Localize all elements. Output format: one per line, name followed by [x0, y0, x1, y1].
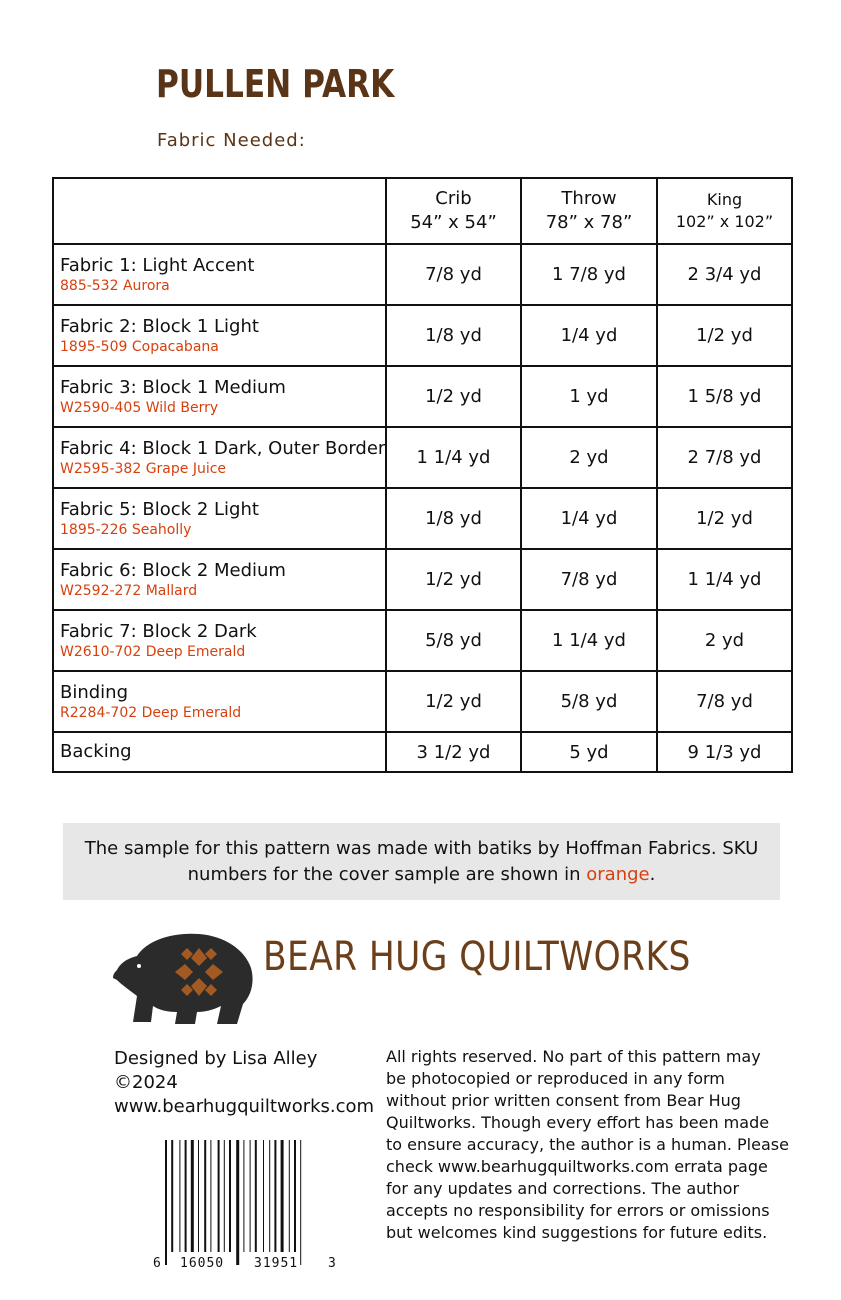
fabric-name-cell — [53, 549, 386, 610]
amount-crib: 1/2 yd — [386, 549, 521, 610]
column-size: 78” x 78” — [545, 212, 633, 233]
amount-throw: 2 yd — [521, 427, 657, 488]
barcode — [153, 1140, 338, 1275]
barcode-bar — [300, 1140, 301, 1265]
amount-throw: 5/8 yd — [521, 671, 657, 732]
barcode-bars — [153, 1140, 338, 1265]
amount-king: 2 7/8 yd — [657, 427, 792, 488]
barcode-left-digits: 16050 — [180, 1256, 225, 1271]
barcode-bar — [281, 1140, 284, 1252]
barcode-bar — [218, 1140, 220, 1252]
barcode-right-digits: 31951 — [254, 1256, 299, 1271]
amount-throw: 1 1/4 yd — [521, 610, 657, 671]
fabric-name: Fabric 2: Block 1 Light — [60, 315, 259, 337]
barcode-bar — [229, 1140, 231, 1252]
barcode-bar — [236, 1140, 239, 1265]
fabric-name: Fabric 1: Light Accent — [60, 254, 255, 276]
fabric-name-cell — [53, 427, 386, 488]
rights-line: accepts no responsibility for errors or omissions — [386, 1201, 770, 1220]
fabric-sku: 1895-509 Copacabana — [60, 338, 219, 355]
amount-king: 9 1/3 yd — [657, 732, 792, 772]
column-name: Crib — [435, 188, 472, 209]
barcode-bar — [250, 1140, 251, 1252]
fabric-sku: W2592-272 Mallard — [60, 582, 198, 599]
barcode-bar — [263, 1140, 264, 1252]
fabric-sku: W2590-405 Wild Berry — [60, 399, 219, 416]
amount-throw: 7/8 yd — [521, 549, 657, 610]
amount-crib: 1/8 yd — [386, 305, 521, 366]
table-row — [53, 305, 792, 366]
column-name: King — [706, 190, 743, 209]
amount-throw: 1/4 yd — [521, 488, 657, 549]
amount-crib: 1 1/4 yd — [386, 427, 521, 488]
barcode-bar — [198, 1140, 199, 1252]
amount-king: 2 3/4 yd — [657, 244, 792, 305]
barcode-bar — [294, 1140, 296, 1252]
header-throw — [521, 178, 657, 244]
table-row — [53, 366, 792, 427]
amount-crib: 3 1/2 yd — [386, 732, 521, 772]
column-size: 102” x 102” — [675, 212, 774, 231]
fabric-requirements-table — [52, 177, 793, 773]
fabric-needed-heading: Fabric Needed: — [157, 130, 306, 151]
barcode-bar — [274, 1140, 276, 1252]
designer-line: Designed by Lisa Alley — [114, 1048, 318, 1069]
rights-line: but welcomes kind suggestions for future edits. — [386, 1223, 768, 1242]
amount-throw: 1 yd — [521, 366, 657, 427]
fabric-sku: W2610-702 Deep Emerald — [60, 643, 246, 660]
fabric-name: Backing — [60, 741, 132, 762]
table-row — [53, 610, 792, 671]
barcode-bar — [179, 1140, 180, 1252]
rights-line: Quiltworks. Though every effort has been made — [386, 1113, 770, 1132]
barcode-bar — [255, 1140, 257, 1252]
amount-throw: 1 7/8 yd — [521, 244, 657, 305]
sample-note — [63, 823, 780, 900]
rights-line: without prior written consent from Bear Hug — [386, 1091, 741, 1110]
amount-king: 2 yd — [657, 610, 792, 671]
credits-block — [114, 1047, 374, 1119]
fabric-sku: R2284-702 Deep Emerald — [60, 704, 242, 721]
header-crib — [386, 178, 521, 244]
barcode-first-digit: 6 — [153, 1256, 161, 1271]
amount-king: 1 1/4 yd — [657, 549, 792, 610]
page-title: PULLEN PARK — [156, 62, 395, 106]
barcode-bar — [224, 1140, 225, 1252]
rights-line: to ensure accuracy, the author is a human. Please — [386, 1135, 789, 1154]
fabric-name-cell — [53, 488, 386, 549]
amount-crib: 5/8 yd — [386, 610, 521, 671]
fabric-sku: 1895-226 Seaholly — [60, 521, 192, 538]
fabric-name-cell — [53, 366, 386, 427]
header-king — [657, 178, 792, 244]
table-row — [53, 488, 792, 549]
amount-king: 7/8 yd — [657, 671, 792, 732]
fabric-name: Fabric 4: Block 1 Dark, Outer Border — [60, 437, 386, 459]
rights-line: All rights reserved. No part of this pattern may — [386, 1047, 761, 1066]
note-line-2: numbers for the cover sample are shown in — [187, 864, 587, 885]
rights-notice — [386, 1046, 789, 1244]
rights-line: for any updates and corrections. The author — [386, 1179, 740, 1198]
barcode-bar — [171, 1140, 173, 1252]
copyright-line: ©2024 — [114, 1072, 178, 1093]
fabric-name-cell — [53, 671, 386, 732]
note-line-2-end: . — [649, 864, 656, 885]
amount-throw: 1/4 yd — [521, 305, 657, 366]
brand-name: BEAR HUG QUILTWORKS — [263, 934, 691, 980]
barcode-bar — [185, 1140, 187, 1252]
header-empty-cell — [53, 178, 386, 244]
note-line-1: The sample for this pattern was made with batiks by Hoffman Fabrics. SKU — [84, 838, 759, 859]
website-line: www.bearhugquiltworks.com — [114, 1096, 375, 1117]
rights-line: check www.bearhugquiltworks.com errata page — [386, 1157, 768, 1176]
column-name: Throw — [561, 188, 617, 209]
table-row — [53, 549, 792, 610]
bear-quilt-block-icon — [113, 926, 263, 1026]
amount-crib: 1/8 yd — [386, 488, 521, 549]
barcode-bar — [243, 1140, 244, 1252]
fabric-name-cell — [53, 610, 386, 671]
rights-line: be photocopied or reproduced in any form — [386, 1069, 725, 1088]
barcode-bar — [191, 1140, 194, 1252]
fabric-name: Fabric 5: Block 2 Light — [60, 498, 259, 520]
column-size: 54” x 54” — [410, 212, 497, 233]
amount-king: 1 5/8 yd — [657, 366, 792, 427]
amount-throw: 5 yd — [521, 732, 657, 772]
barcode-check-digit: 3 — [328, 1256, 336, 1271]
barcode-bar — [210, 1140, 211, 1252]
fabric-name: Binding — [60, 681, 129, 703]
fabric-name-cell — [53, 305, 386, 366]
amount-king: 1/2 yd — [657, 305, 792, 366]
barcode-bar — [289, 1140, 290, 1252]
table-row — [53, 244, 792, 305]
amount-crib: 7/8 yd — [386, 244, 521, 305]
fabric-name: Fabric 7: Block 2 Dark — [60, 620, 257, 642]
amount-crib: 1/2 yd — [386, 366, 521, 427]
fabric-name-cell — [53, 732, 386, 772]
barcode-bar — [269, 1140, 270, 1252]
note-highlight: orange — [586, 864, 650, 885]
barcode-bar — [204, 1140, 206, 1252]
amount-king: 1/2 yd — [657, 488, 792, 549]
fabric-name-cell — [53, 244, 386, 305]
fabric-sku: W2595-382 Grape Juice — [60, 460, 227, 477]
fabric-name: Fabric 3: Block 1 Medium — [60, 376, 286, 398]
fabric-sku: 885-532 Aurora — [60, 277, 170, 294]
fabric-name: Fabric 6: Block 2 Medium — [60, 559, 286, 581]
barcode-bar — [165, 1140, 167, 1265]
table-row — [53, 732, 792, 772]
table-row — [53, 671, 792, 732]
table-header-row — [53, 178, 792, 244]
table-row — [53, 427, 792, 488]
amount-crib: 1/2 yd — [386, 671, 521, 732]
